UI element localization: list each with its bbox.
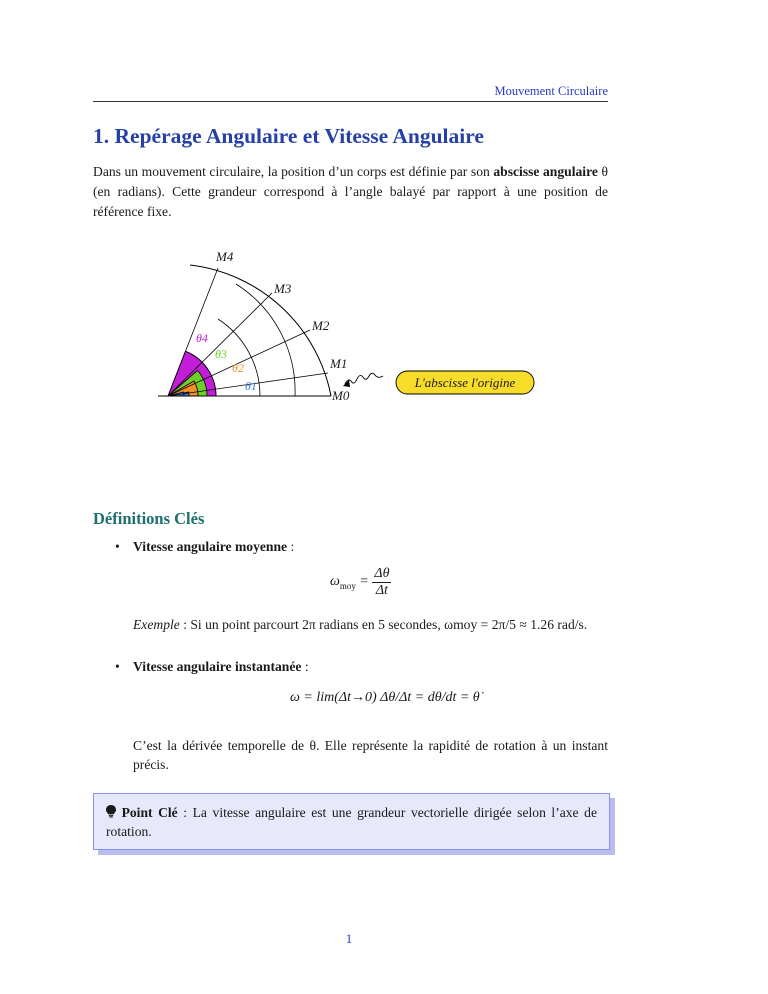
bullet-dot: •	[115, 659, 120, 674]
bullet-dot: •	[115, 539, 120, 554]
formula-instant-angular-velocity: ω = lim(Δt→0) Δθ/Δt = dθ/dt = θ̇	[290, 690, 480, 705]
header-rule	[93, 101, 608, 102]
section-title: 1. Repérage Angulaire et Vitesse Angulaire	[93, 124, 484, 148]
example-label: Exemple	[133, 617, 180, 632]
intro-paragraph	[93, 162, 608, 222]
label-theta1: θ1	[245, 379, 257, 393]
label-theta3: θ3	[215, 347, 227, 361]
instant-description: C’est la dérivée temporelle de θ. Elle représente la rapidité de rotation à un instant précis.	[133, 738, 608, 772]
lightbulb-icon	[106, 804, 116, 816]
key-point-box	[93, 793, 610, 850]
origin-callout-text: L'abscisse l'origine	[414, 375, 516, 390]
intro-bold-term: abscisse angulaire	[493, 164, 598, 179]
label-theta4: θ4	[196, 331, 208, 345]
term-instant-angular-velocity: Vitesse angulaire instantanée	[133, 659, 302, 674]
label-theta2: θ2	[232, 361, 244, 375]
key-point-text: : La vitesse angulaire est une grandeur vectorielle dirigée selon l’axe de rotation.	[106, 805, 597, 839]
example-paragraph	[133, 615, 608, 634]
intro-text-2: θ (en radians). Cette grandeur correspond à l’angle balayé par rapport à une position de référence fixe.	[93, 164, 608, 219]
formula-mean-angular-velocity: $\omega_{moy}$ = $\frac{\Delta\theta}{\Delta t}$	[330, 566, 390, 598]
example-text: : Si un point parcourt 2π radians en 5 secondes, ωmoy = 2π/5 ≈ 1.26 rad/s.	[179, 617, 588, 632]
intro-text-1: Dans un mouvement circulaire, la position d’un corps est définie par son	[93, 164, 494, 179]
term-mean-angular-velocity: Vitesse angulaire moyenne	[133, 539, 288, 554]
key-point-title: Point Clé	[121, 805, 178, 820]
term-suffix: :	[287, 539, 295, 554]
angular-position-diagram	[150, 246, 550, 416]
running-header: Mouvement Circulaire	[494, 84, 608, 98]
definitions-title: Définitions Clés	[93, 509, 205, 528]
callout-connector	[345, 373, 383, 384]
label-M3: M3	[274, 281, 292, 296]
label-M4: M4	[216, 249, 234, 264]
label-M0: M0	[332, 388, 350, 403]
label-M1: M1	[330, 356, 348, 371]
label-M2: M2	[312, 318, 330, 333]
term-suffix: :	[301, 659, 309, 674]
page-number: 1	[345, 931, 353, 946]
